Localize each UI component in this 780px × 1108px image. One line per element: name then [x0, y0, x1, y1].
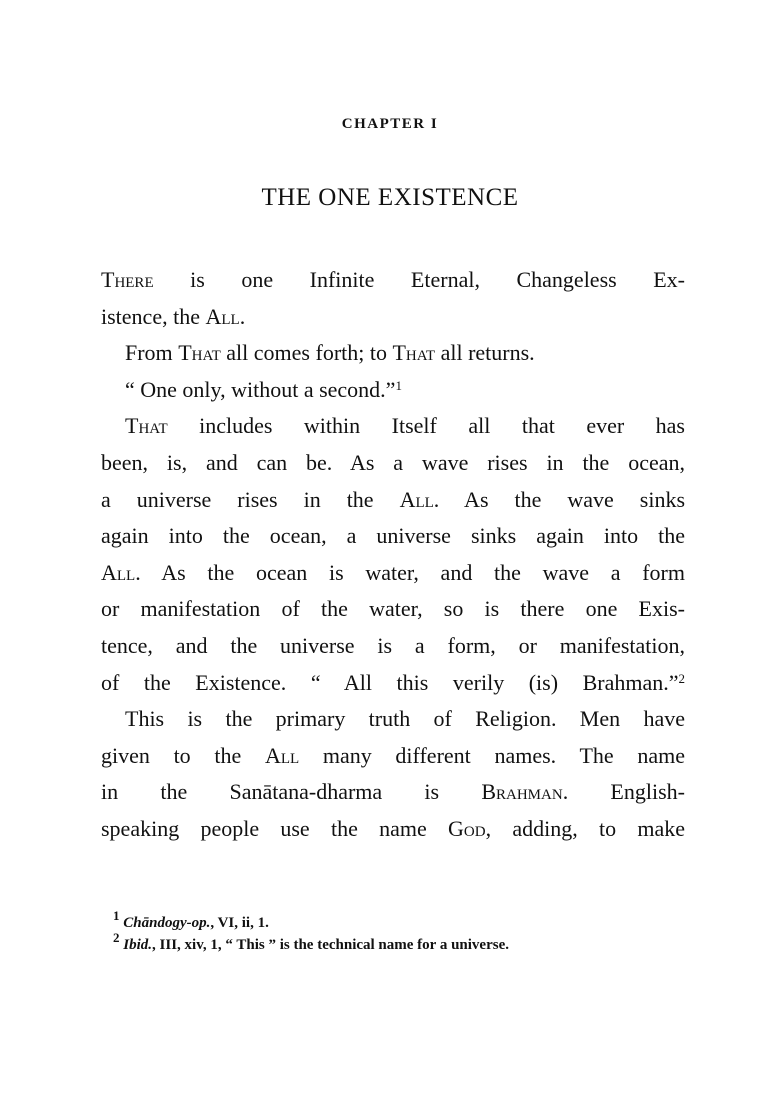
footnote-source: Ibid. — [123, 937, 153, 953]
text-line — [101, 518, 685, 555]
text-segment: again into the ocean, a universe sinks again into the — [101, 523, 685, 549]
footnote-text: , VI, ii, 1. — [210, 915, 269, 931]
chapter-label: CHAPTER I — [341, 116, 439, 132]
text-segment: That — [125, 413, 168, 439]
text-segment: many different names. The name — [299, 742, 685, 768]
text-line — [101, 335, 685, 372]
text-segment: , adding, to make — [485, 815, 685, 841]
text-segment: That — [178, 340, 221, 366]
text-segment: That — [392, 340, 436, 366]
text-segment: all returns. — [435, 340, 535, 366]
text-segment: been, is, and can be. As a wave rises in the ocean, — [101, 449, 685, 475]
text-segment: speaking people use the name — [101, 815, 448, 841]
text-segment: All — [101, 559, 136, 585]
text-line — [101, 774, 685, 811]
footnote-source: Chāndogy-op. — [123, 915, 211, 931]
text-segment: There — [101, 267, 154, 292]
text-segment: God — [448, 815, 486, 841]
text-segment: All — [264, 742, 300, 768]
text-segment: Brahman — [481, 779, 563, 805]
text-segment: . As the wave sinks — [433, 486, 685, 512]
footnote — [113, 930, 509, 956]
text-line — [101, 811, 685, 848]
text-segment: of the Existence. “ All this verily (is) Brahman.” — [101, 669, 679, 695]
text-segment: all comes forth; to — [220, 340, 393, 366]
text-segment: in the Sanātana-dharma is — [101, 779, 482, 805]
text-segment: This is the primary truth of Religion. Men have — [125, 706, 685, 732]
text-line — [101, 262, 685, 299]
body-text — [101, 262, 685, 848]
text-line — [101, 701, 685, 738]
text-segment: “ One only, without a second.” — [125, 376, 396, 402]
footnote-ref: 2 — [678, 670, 685, 686]
text-line — [101, 408, 685, 445]
text-segment: . English- — [562, 779, 685, 805]
footnote-mark: 2 — [113, 930, 120, 945]
text-line — [101, 738, 685, 775]
text-segment: . As the ocean is water, and the wave a form — [135, 559, 685, 585]
text-line — [101, 555, 685, 592]
text-line — [101, 299, 685, 336]
text-line — [101, 372, 685, 409]
footnote-text: , III, xiv, 1, “ This ” is the technical name for a universe. — [152, 937, 509, 953]
text-segment: . — [239, 303, 246, 329]
text-line — [101, 665, 685, 702]
footnotes — [113, 908, 509, 956]
text-line — [101, 482, 685, 519]
text-line — [101, 628, 685, 665]
text-segment: or manifestation of the water, so is there one Exis- — [101, 596, 685, 622]
text-segment: istence, the — [101, 303, 206, 329]
text-segment: tence, and the universe is a form, or manifestation, — [101, 632, 685, 658]
footnote-ref: 1 — [395, 377, 402, 393]
text-segment: includes within Itself all that ever has — [167, 413, 685, 439]
text-segment: From — [125, 340, 179, 366]
text-segment: a universe rises in the — [101, 486, 400, 512]
chapter-title: THE ONE EXISTENCE — [261, 184, 519, 211]
footnote-mark: 1 — [113, 908, 120, 923]
text-segment: given to the — [101, 742, 265, 768]
footnote — [113, 908, 509, 934]
text-segment: is one Infinite Eternal, Changeless Ex- — [153, 267, 685, 292]
text-segment: All — [205, 303, 240, 329]
text-segment: All — [399, 486, 434, 512]
text-line — [101, 591, 685, 628]
text-line — [101, 445, 685, 482]
